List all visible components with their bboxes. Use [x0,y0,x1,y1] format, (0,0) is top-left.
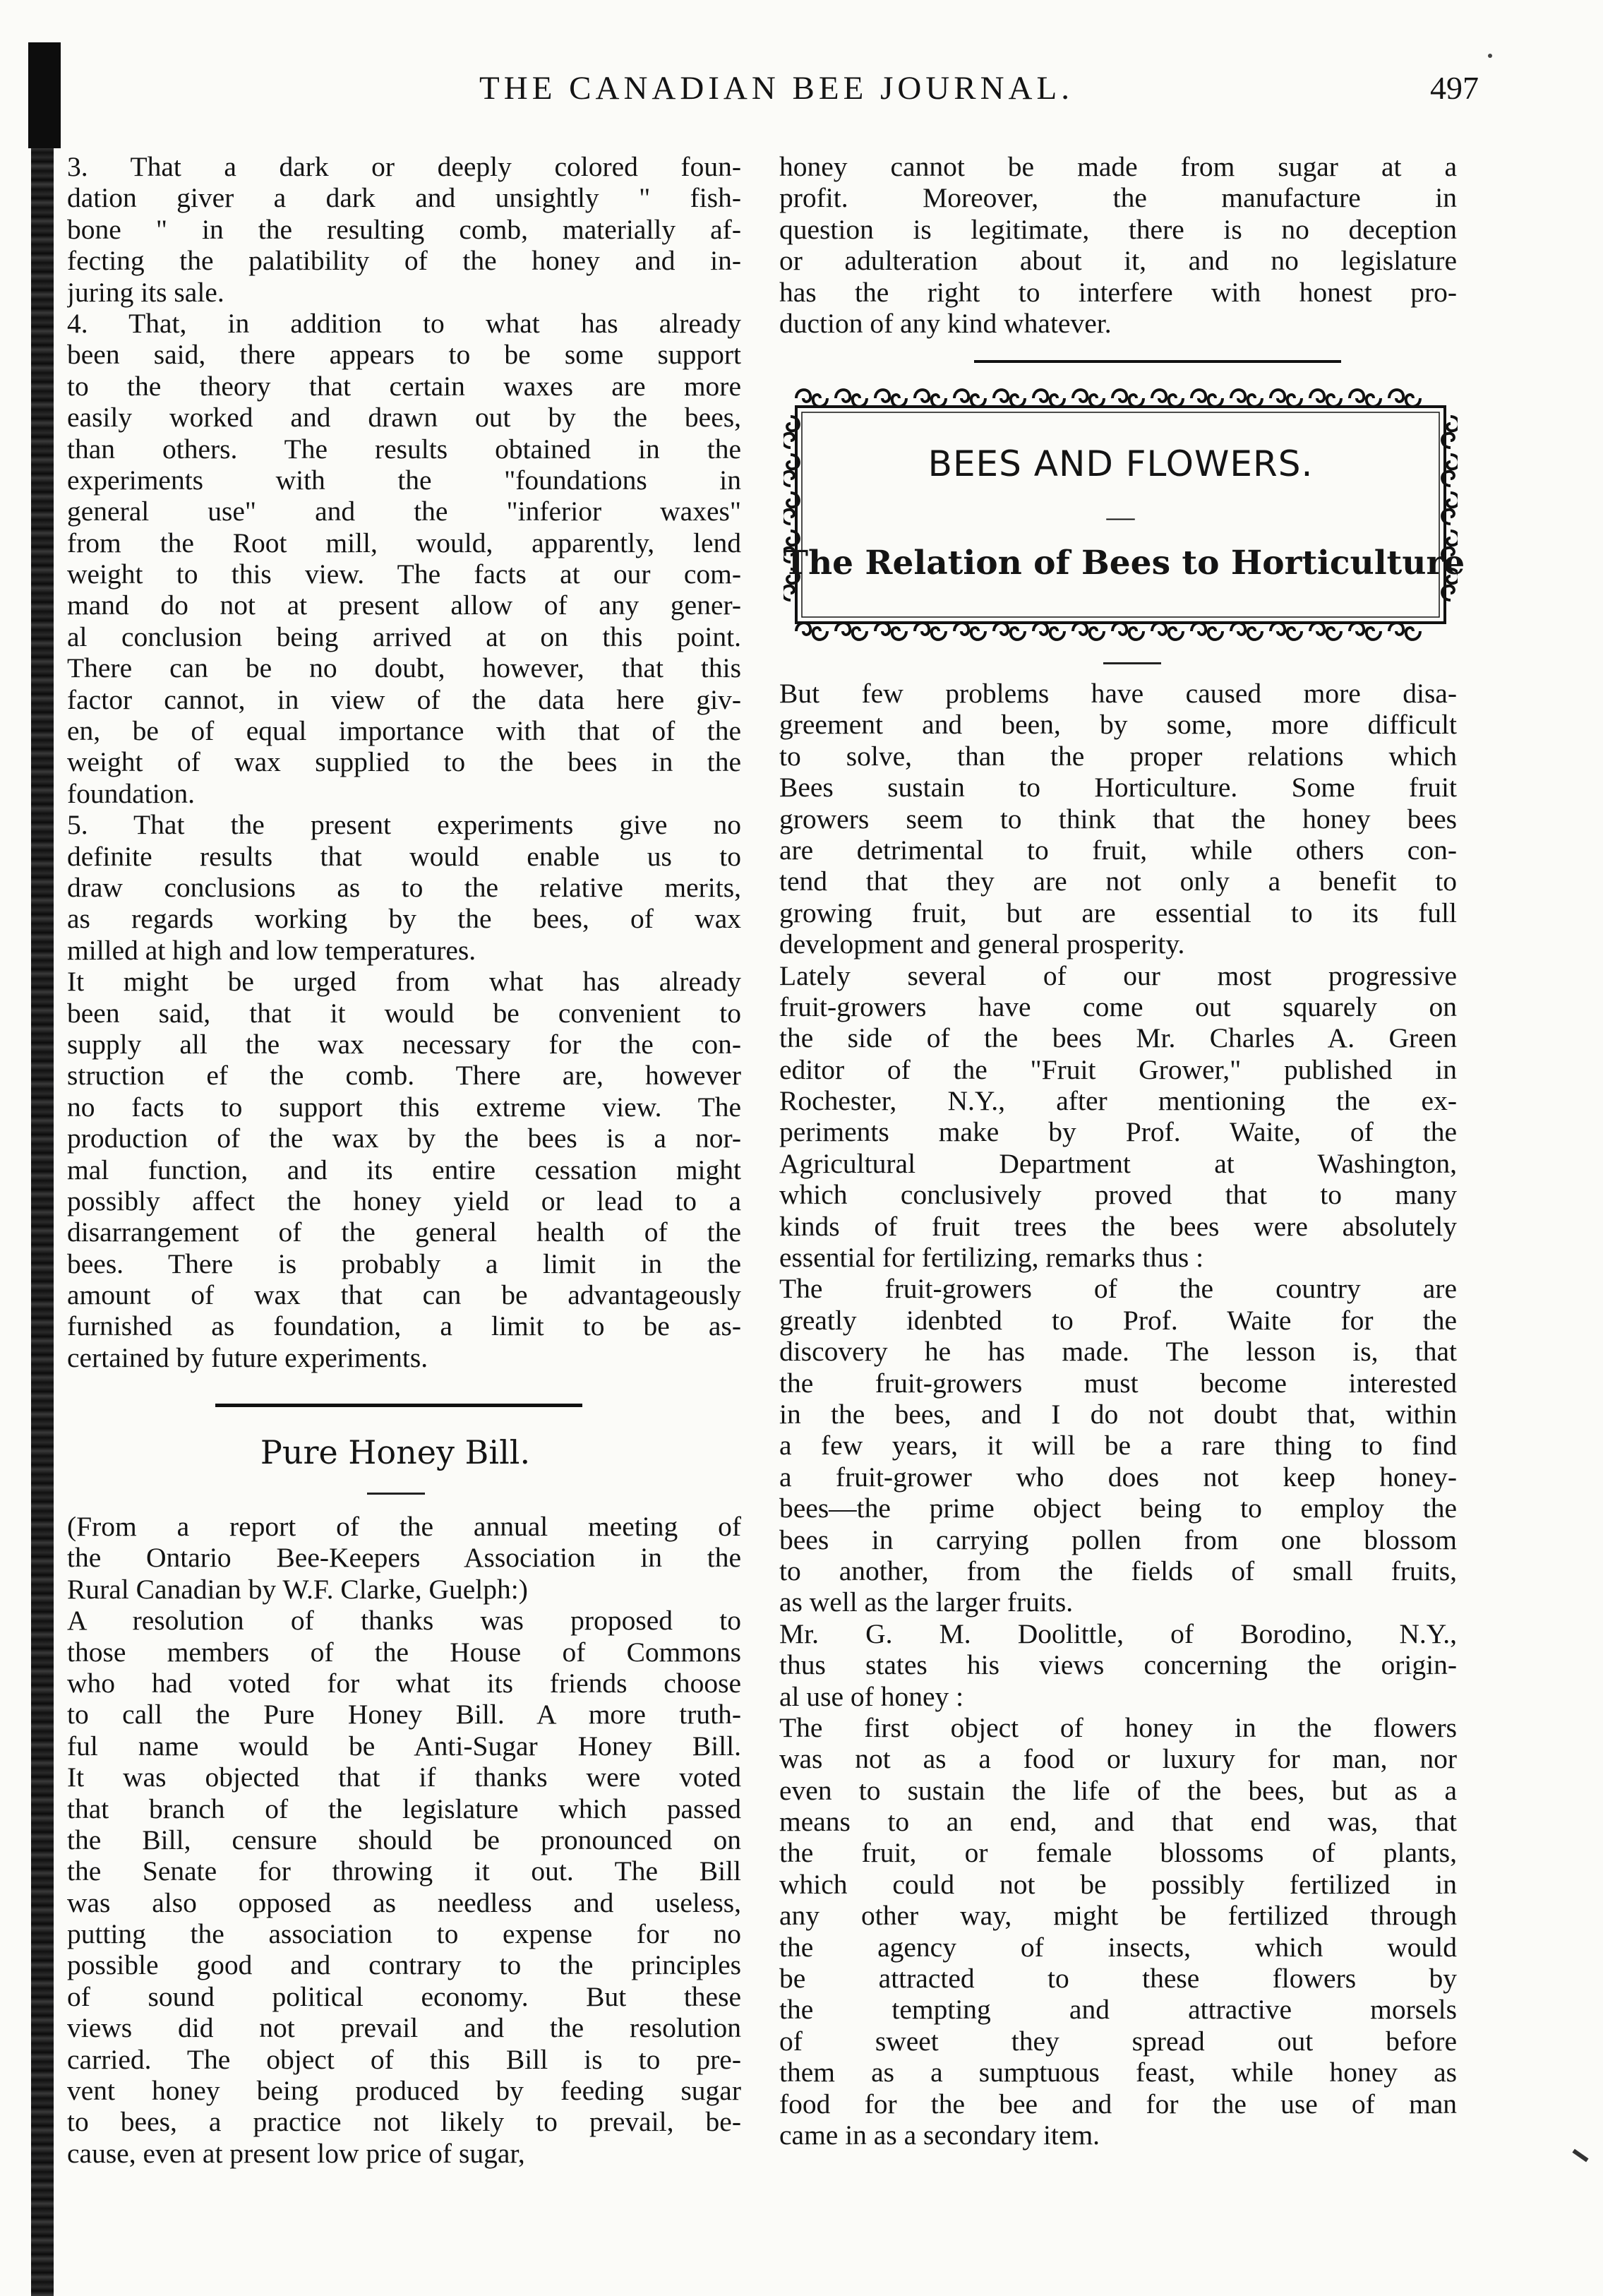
text-line: the fruit, or female blossoms of plants, [779,1837,1457,1869]
text-line: in the bees, and I do not doubt that, within [779,1398,1457,1430]
ornamental-title-box [784,387,1465,641]
text-line: dation giver a dark and unsightly " fish- [67,182,741,214]
text-line: of sweet they spread out before [779,2025,1457,2057]
text-line: greatly idenbted to Prof. Waite for the [779,1304,1457,1336]
text-line: was also opposed as needless and useless, [67,1887,741,1918]
text-line: the side of the bees Mr. Charles A. Green [779,1022,1457,1054]
text-line: The fruit-growers of the country are [779,1273,1457,1305]
text-line: The first object of honey in the flowers [779,1711,1457,1743]
text-line: of sound political economy. But these [67,1980,741,2012]
text-line: A resolution of thanks was proposed to [67,1605,741,1637]
text-line: a few years, it will be a rare thing to find [779,1430,1457,1461]
text-line: thus states his views concerning the origin- [779,1649,1457,1681]
text-line: which conclusively proved that to many [779,1179,1457,1211]
text-line: the agency of insects, which would [779,1931,1457,1963]
text-line: who had voted for what its friends choose [67,1667,741,1699]
text-line: struction ef the comb. There are, however [67,1060,741,1092]
text-line: definite results that would enable us to [67,840,741,872]
text-line: bees—the prime object being to employ the [779,1493,1457,1524]
section-divider-rule-right [974,360,1341,363]
text-line: as regards working by the bees, of wax [67,903,741,935]
text-line: came in as a secondary item. [779,2119,1100,2151]
text-line: possible good and contrary to the principles [67,1949,741,1981]
text-line: foundation. [67,777,196,809]
text-line: (From a report of the annual meeting of [67,1511,741,1542]
text-line: or adulteration about it, and no legislature [779,245,1457,277]
text-line: mand do not at present allow of any gener- [67,590,741,621]
box-title: BEES AND FLOWERS. [927,443,1314,484]
text-line: development and general prosperity. [779,928,1185,960]
left-column-pure-honey-bill [67,1511,741,2169]
text-line: vent honey being produced by feeding sugar [67,2075,741,2107]
text-line: weight to this view. The facts at our com- [67,558,741,590]
text-line: tend that they are not only a benefit to [779,866,1457,897]
scan-speck [1488,54,1492,58]
text-line: kinds of fruit trees the bees were absolutely [779,1210,1457,1242]
text-line: putting the association to expense for no [67,1918,741,1950]
text-line: been said, that it would be convenient to [67,997,741,1029]
text-line: disarrangement of the general health of the [67,1216,741,1248]
right-column-bees-and-flowers [779,678,1457,2151]
heading-underline-dash [367,1493,425,1495]
text-line: no facts to support this extreme view. The [67,1091,741,1123]
text-line: the Ontario Bee-Keepers Association in the [67,1542,741,1574]
section-heading-pure-honey-bill: Pure Honey Bill. [260,1433,531,1471]
text-line: ful name would be Anti-Sugar Honey Bill. [67,1730,741,1762]
text-line: growing fruit, but are essential to its full [779,897,1457,928]
text-line: There can be no doubt, however, that this [67,652,741,684]
text-line: growers seem to think that the honey bees [779,803,1457,835]
text-line: even to sustain the life of the bees, but as a [779,1774,1457,1806]
text-line: fecting the palatibility of the honey and in- [67,245,741,277]
text-line: It might be urged from what has already [67,966,741,998]
text-line: 3. That a dark or deeply colored foun- [67,151,741,182]
text-line: greement and been, by some, more difficult [779,709,1457,741]
text-line: It was objected that if thanks were voted [67,1762,741,1793]
text-line: Bees sustain to Horticulture. Some fruit [779,772,1457,803]
text-line: from the Root mill, would, apparently, lend [67,527,741,558]
text-line: those members of the House of Commons [67,1636,741,1668]
text-line: to the theory that certain waxes are more [67,370,741,402]
text-line: milled at high and low temperatures. [67,934,476,966]
text-line: al use of honey : [779,1680,964,1712]
left-column-article [67,151,741,1373]
text-line: Agricultural Department at Washington, [779,1147,1457,1179]
text-line: the fruit-growers must become interested [779,1367,1457,1399]
text-line: which could not be possibly fertilized in [779,1868,1457,1900]
text-line: food for the bee and for the use of man [779,2088,1457,2119]
text-line: bees in carrying pollen from one blossom [779,1524,1457,1555]
text-line: was not as a food or luxury for man, nor [779,1743,1457,1775]
text-line: Rochester, N.Y., after mentioning the ex- [779,1085,1457,1117]
text-line: the Bill, censure should be pronounced on [67,1824,741,1855]
text-line: factor cannot, in view of the data here giv- [67,683,741,715]
text-line: the Senate for throwing it out. The Bill [67,1855,741,1887]
text-line: weight of wax supplied to the bees in the [67,746,741,778]
text-line: bone " in the resulting comb, materially af- [67,213,741,245]
text-line: been said, there appears to be some support [67,339,741,371]
text-line: possibly affect the honey yield or lead to a [67,1185,741,1216]
text-line: has the right to interfere with honest pro- [779,276,1457,308]
text-line: Mr. G. M. Doolittle, of Borodino, N.Y., [779,1618,1457,1649]
text-line: mal function, and its entire cessation might [67,1154,741,1185]
text-line: experiments with the "foundations in [67,464,741,496]
text-line: amount of wax that can be advantageously [67,1279,741,1311]
text-line: production of the wax by the bees is a nor- [67,1123,741,1154]
text-line: to bees, a practice not likely to prevail, be- [67,2106,741,2138]
text-line: certained by future experiments. [67,1341,428,1373]
text-line: juring its sale. [67,276,224,308]
text-line: are detrimental to fruit, while others con- [779,834,1457,866]
text-line: profit. Moreover, the manufacture in [779,182,1457,214]
text-line: to another, from the fields of small fruits, [779,1555,1457,1586]
text-line: to solve, than the proper relations which [779,740,1457,772]
text-line: bees. There is probably a limit in the [67,1248,741,1279]
text-line: Rural Canadian by W.F. Clarke, Guelph:) [67,1573,528,1605]
text-line: them as a sumptuous feast, while honey as [779,2057,1457,2088]
text-line: But few problems have caused more disa- [779,678,1457,709]
page-number: 497 [1430,70,1479,106]
text-line: the tempting and attractive morsels [779,1994,1457,2026]
text-line: to call the Pure Honey Bill. A more truth- [67,1699,741,1730]
text-line: means to an end, and that end was, that [779,1806,1457,1838]
text-line: Lately several of our most progressive [779,959,1457,991]
text-line: question is legitimate, there is no deception [779,213,1457,245]
text-line: al conclusion being arrived at on this point. [67,621,741,652]
text-line: editor of the "Fruit Grower," published in [779,1053,1457,1085]
text-line: that branch of the legislature which passed [67,1793,741,1824]
right-column-continuation [779,151,1457,339]
text-line: en, be of equal importance with that of the [67,715,741,747]
text-line: periments make by Prof. Waite, of the [779,1116,1457,1148]
journal-title: THE CANADIAN BEE JOURNAL. [479,70,1074,107]
text-line: general use" and the "inferior waxes" [67,496,741,527]
text-line: views did not prevail and the resolution [67,2012,741,2044]
text-line: a fruit-grower who does not keep honey- [779,1461,1457,1493]
box-dash: — [1106,501,1135,532]
text-line: 5. That the present experiments give no [67,809,741,841]
text-line: than others. The results obtained in the [67,433,741,465]
text-line: 4. That, in addition to what has already [67,307,741,339]
binding-edge-shadow-top [28,42,61,148]
binding-edge-shadow [31,42,54,2296]
text-line: supply all the wax necessary for the con- [67,1028,741,1060]
text-line: draw conclusions as to the relative merits, [67,871,741,903]
text-line: honey cannot be made from sugar at a [779,151,1457,182]
text-line: carried. The object of this Bill is to pre- [67,2043,741,2075]
box-subtitle: The Relation of Bees to Horticulture [784,544,1465,582]
text-line: be attracted to these flowers by [779,1963,1457,1995]
text-line: essential for fertilizing, remarks thus : [779,1242,1204,1274]
section-divider-rule [215,1404,582,1407]
scan-mark [1572,2149,1588,2163]
text-line: as well as the larger fruits. [779,1586,1074,1618]
text-line: easily worked and drawn out by the bees, [67,402,741,434]
text-line: duction of any kind whatever. [779,307,1112,339]
text-line: any other way, might be fertilized through [779,1900,1457,1932]
text-line: cause, even at present low price of sugar, [67,2137,525,2169]
text-line: furnished as foundation, a limit to be as- [67,1310,741,1342]
text-line: fruit-growers have come out squarely on [779,991,1457,1022]
box-underline-dash [1103,662,1161,664]
text-line: discovery he has made. The lesson is, that [779,1336,1457,1368]
